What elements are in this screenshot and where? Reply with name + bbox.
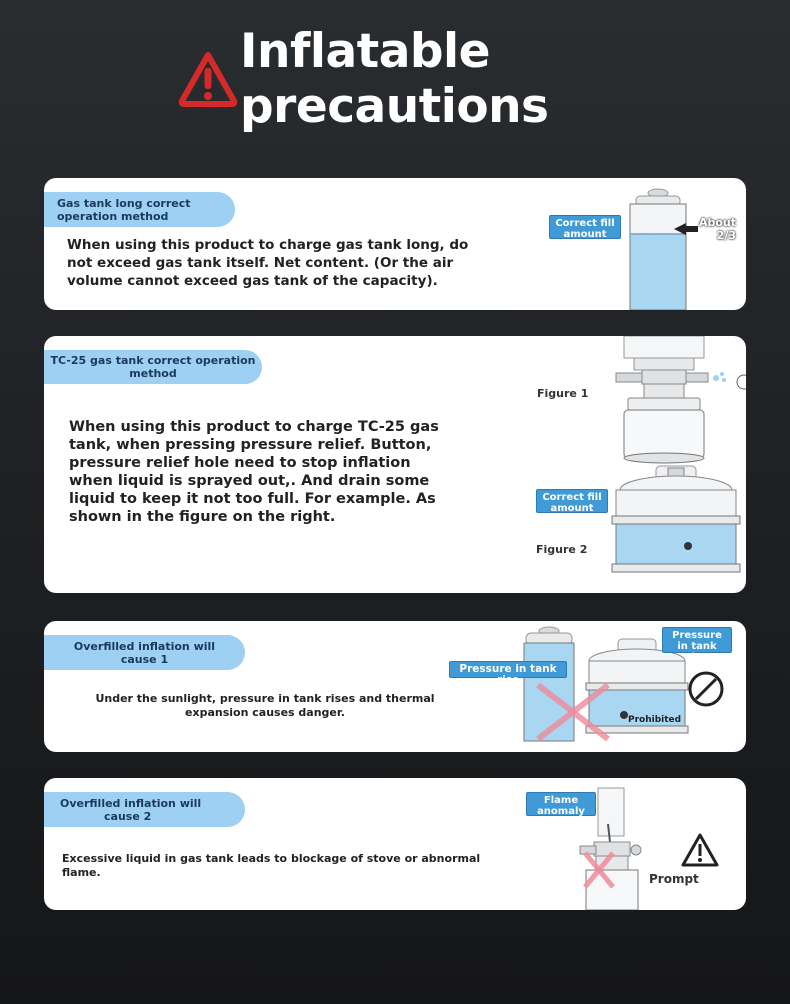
tag-line-1: Gas tank long correct xyxy=(57,196,191,210)
prompt-label: Prompt xyxy=(649,872,699,886)
card-overfill-cause-2 xyxy=(44,778,746,910)
prohibited-sign-icon xyxy=(686,669,726,709)
card-description: Under the sunlight, pressure in tank rises and thermal expansion causes danger. xyxy=(95,692,435,719)
section-tag xyxy=(44,192,235,227)
arrow-left-icon xyxy=(674,223,698,235)
figure-2-label: Figure 2 xyxy=(536,543,588,556)
prohibited-cross-icon xyxy=(582,850,616,890)
tag-line-2: method xyxy=(129,367,177,380)
correct-fill-label: Correct fill amount xyxy=(536,489,608,513)
warning-triangle-icon xyxy=(178,51,238,107)
section-tag xyxy=(44,792,245,827)
card-description: Excessive liquid in gas tank leads to blockage of stove or abnormal flame. xyxy=(62,852,481,879)
tag-line-1: Overfilled inflation will xyxy=(60,796,202,810)
tag-line-1: Overfilled inflation will xyxy=(73,639,216,653)
card-description: When using this product to charge gas tank long, do not exceed gas tank itself. Net content. (Or the air volume cannot exceed gas tank of the capacity). xyxy=(67,237,469,289)
pressure-tank-rise-label-short: Pressure in tank rise xyxy=(662,627,732,653)
caution-triangle-icon xyxy=(680,832,720,868)
correct-fill-label: Correct fill amount xyxy=(549,215,621,239)
card-overfill-cause-1 xyxy=(44,621,746,752)
prohibited-label: Prohibited xyxy=(628,715,682,725)
flame-anomaly-label: Flame anomaly xyxy=(526,792,596,816)
tag-line-2: cause 2 xyxy=(104,809,152,823)
tc25-valve-illustration xyxy=(614,336,744,471)
prohibited-cross-icon xyxy=(534,681,612,743)
card-description: When using this product to charge TC-25 gas tank, when pressing pressure relief. Button, pressure relief hole need to stop inflation when liquid is sprayed out,. And drain some liquid to keep it not too full. For example. As shown in the figure on the right. xyxy=(69,419,439,525)
page-header xyxy=(178,24,790,134)
card-tc25-tank xyxy=(44,336,746,593)
page-title: Inflatable precautions xyxy=(240,24,549,134)
figure-1-label: Figure 1 xyxy=(537,387,589,400)
tag-line-2: cause 1 xyxy=(120,652,169,666)
gas-tank-long-illustration xyxy=(628,186,688,310)
tag-line-1: TC-25 gas tank correct operation xyxy=(50,354,256,367)
section-tag xyxy=(44,635,245,670)
tag-line-2: operation method xyxy=(57,209,169,223)
tc25-tank-illustration xyxy=(606,466,746,578)
pressure-tank-rise-label: Pressure in tank rise xyxy=(449,661,567,678)
section-tag xyxy=(44,350,262,384)
card-gas-tank-long xyxy=(44,178,746,310)
about-label: About 2/3 xyxy=(698,216,736,242)
stove-illustration xyxy=(574,788,654,910)
